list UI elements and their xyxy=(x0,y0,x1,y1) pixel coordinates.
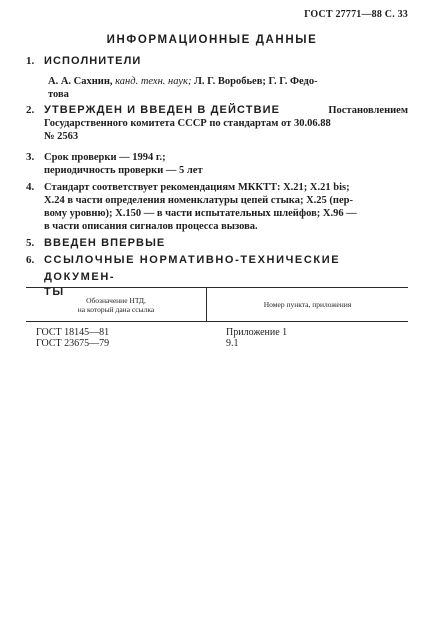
column-header-document xyxy=(26,288,207,321)
section-text: Постановлением xyxy=(328,105,408,116)
page-title: ИНФОРМАЦИОННЫЕ ДАННЫЕ xyxy=(106,34,318,46)
section-number: 6. xyxy=(26,254,35,266)
table-cell-document: ГОСТ 23675—79 xyxy=(36,338,110,349)
author-name-continued: това xyxy=(48,89,69,100)
table-row xyxy=(36,338,239,349)
column-header-text: на который дана ссылка xyxy=(77,304,155,314)
section-number: 5. xyxy=(26,237,35,249)
author-name: Г. Г. Федо- xyxy=(268,76,318,87)
reference-table-header xyxy=(26,287,408,322)
authors-line-continued xyxy=(48,88,408,101)
standard-reference: ГОСТ 27771—88 С. 33 xyxy=(304,9,408,20)
table-cell-document: ГОСТ 18145—81 xyxy=(36,327,110,338)
section-1 xyxy=(26,55,408,101)
authors-line xyxy=(48,75,408,88)
section-heading: ВВЕДЕН ВПЕРВЫЕ xyxy=(44,237,166,249)
section-5 xyxy=(26,237,408,250)
section-text: периодичность проверки — 5 лет xyxy=(44,165,203,176)
table-cell-clause: 9.1 xyxy=(226,338,239,349)
section-heading: ИСПОЛНИТЕЛИ xyxy=(44,55,142,67)
section-number: 3. xyxy=(26,151,35,163)
author-name: Л. Г. Воробьев; xyxy=(194,76,266,87)
section-text: № 2563 xyxy=(44,131,79,142)
section-4 xyxy=(26,181,408,233)
section-3 xyxy=(26,151,408,177)
section-heading: УТВЕРЖДЕН И ВВЕДЕН В ДЕЙСТВИЕ xyxy=(44,104,281,116)
section-2 xyxy=(26,104,408,143)
author-title: канд. техн. наук; xyxy=(115,76,192,87)
section-text: X.24 в части определения номенклатуры цепей стыка; X.25 (пер- xyxy=(44,195,353,206)
section-heading-continued: ТЫ xyxy=(44,286,65,298)
table-row xyxy=(36,327,288,338)
section-number: 2. xyxy=(26,104,35,116)
section-text: Государственного комитета СССР по стандартам от 30.06.88 xyxy=(44,118,331,129)
section-text: Стандарт соответствует рекомендациям МККТТ: X.21; X.21 bis; xyxy=(44,182,350,193)
section-text: вому уровню); X.150 — в части испытательных шлейфов; X.96 — xyxy=(44,208,357,219)
author-name: А. А. Сахнин, xyxy=(48,76,113,87)
column-header-clause: Номер пункта, приложения xyxy=(263,300,352,309)
column-header-text: Обозначение НТД, xyxy=(86,295,146,305)
section-heading: ССЫЛОЧНЫЕ НОРМАТИВНО-ТЕХНИЧЕСКИЕ ДОКУМЕН- xyxy=(44,254,341,283)
section-text: в части описания сигналов процесса вызова. xyxy=(44,221,258,232)
section-number: 4. xyxy=(26,181,35,193)
section-text: Срок проверки — 1994 г.; xyxy=(44,152,166,163)
table-cell-clause: Приложение 1 xyxy=(226,327,288,338)
section-number: 1. xyxy=(26,55,35,67)
